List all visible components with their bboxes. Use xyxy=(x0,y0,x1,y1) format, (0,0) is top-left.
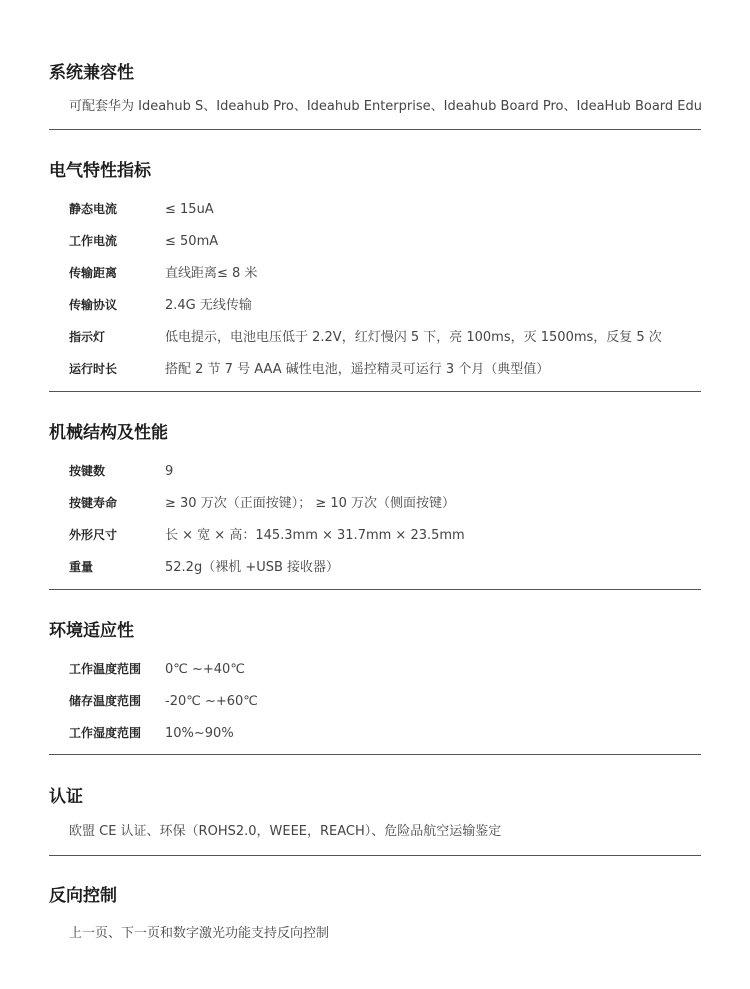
divider xyxy=(49,129,701,130)
spec-key: 按键寿命 xyxy=(69,496,118,510)
spec-row xyxy=(69,200,214,216)
spec-row xyxy=(69,526,465,542)
spec-value: 搭配 2 节 7 号 AAA 碱性电池，遥控精灵可运行 3 个月（典型值） xyxy=(165,362,550,377)
spec-key: 传输距离 xyxy=(69,266,118,280)
spec-value: 长 × 宽 × 高：145.3mm × 31.7mm × 23.5mm xyxy=(165,528,465,543)
spec-key: 传输协议 xyxy=(69,298,118,312)
section-compatibility xyxy=(49,63,702,114)
section-title: 系统兼容性 xyxy=(49,63,134,83)
spec-row xyxy=(69,558,339,574)
section-title: 认证 xyxy=(49,787,83,807)
spec-row xyxy=(69,724,234,740)
spec-value: ≤ 50mA xyxy=(165,234,219,249)
spec-value: 低电提示，电池电压低于 2.2V，红灯慢闪 5 下，亮 100ms，灭 1500ms，反复 5 次 xyxy=(165,330,662,345)
spec-value: 0℃ ~+40℃ xyxy=(165,662,245,677)
divider xyxy=(49,589,701,590)
spec-value: 9 xyxy=(165,464,174,479)
spec-row xyxy=(69,692,258,708)
spec-row xyxy=(69,360,549,376)
spec-key: 指示灯 xyxy=(69,330,106,344)
spec-value: 10%~90% xyxy=(165,726,234,741)
section-title: 电气特性指标 xyxy=(49,161,151,181)
spec-value: 52.2g（裸机 +USB 接收器） xyxy=(165,560,340,575)
spec-value: -20℃ ~+60℃ xyxy=(165,694,258,709)
section-text: 上一页、下一页和数字激光功能支持反向控制 xyxy=(69,926,330,941)
spec-value: 直线距离≤ 8 米 xyxy=(165,266,258,281)
section-text: 欧盟 CE 认证、环保（ROHS2.0，WEEE，REACH）、危险品航空运输鉴定 xyxy=(69,824,502,839)
spec-key: 外形尺寸 xyxy=(69,528,118,542)
section-title: 机械结构及性能 xyxy=(49,423,168,443)
spec-value: 2.4G 无线传输 xyxy=(165,298,252,313)
spec-row xyxy=(69,264,257,280)
spec-key: 工作电流 xyxy=(69,234,118,248)
spec-row xyxy=(69,462,173,478)
section-electrical xyxy=(49,161,701,377)
section-title: 反向控制 xyxy=(49,886,117,906)
section-reverse-control xyxy=(49,886,701,941)
spec-value: ≤ 15uA xyxy=(165,202,214,217)
spec-row xyxy=(69,660,245,676)
section-certification xyxy=(49,787,701,839)
spec-key: 静态电流 xyxy=(69,202,118,216)
spec-value: ≥ 30 万次（正面按键）； ≥ 10 万次（侧面按键） xyxy=(165,496,456,511)
divider xyxy=(49,391,701,392)
spec-row xyxy=(69,232,218,248)
spec-row xyxy=(69,494,455,510)
spec-row xyxy=(69,296,252,312)
spec-row xyxy=(69,328,662,344)
section-environment xyxy=(49,621,701,741)
spec-key: 重量 xyxy=(69,560,94,574)
spec-key: 按键数 xyxy=(69,464,106,478)
spec-key: 工作湿度范围 xyxy=(69,726,142,740)
spec-key: 运行时长 xyxy=(69,362,118,376)
section-text: 可配套华为 Ideahub S、Ideahub Pro、Ideahub Enterprise、Ideahub Board Pro、IdeaHub Board Edu xyxy=(69,99,702,114)
spec-key: 工作温度范围 xyxy=(69,662,142,676)
section-mechanical xyxy=(49,423,701,575)
section-title: 环境适应性 xyxy=(49,621,134,641)
divider xyxy=(49,855,701,856)
divider xyxy=(49,754,701,755)
spec-key: 储存温度范围 xyxy=(69,694,142,708)
